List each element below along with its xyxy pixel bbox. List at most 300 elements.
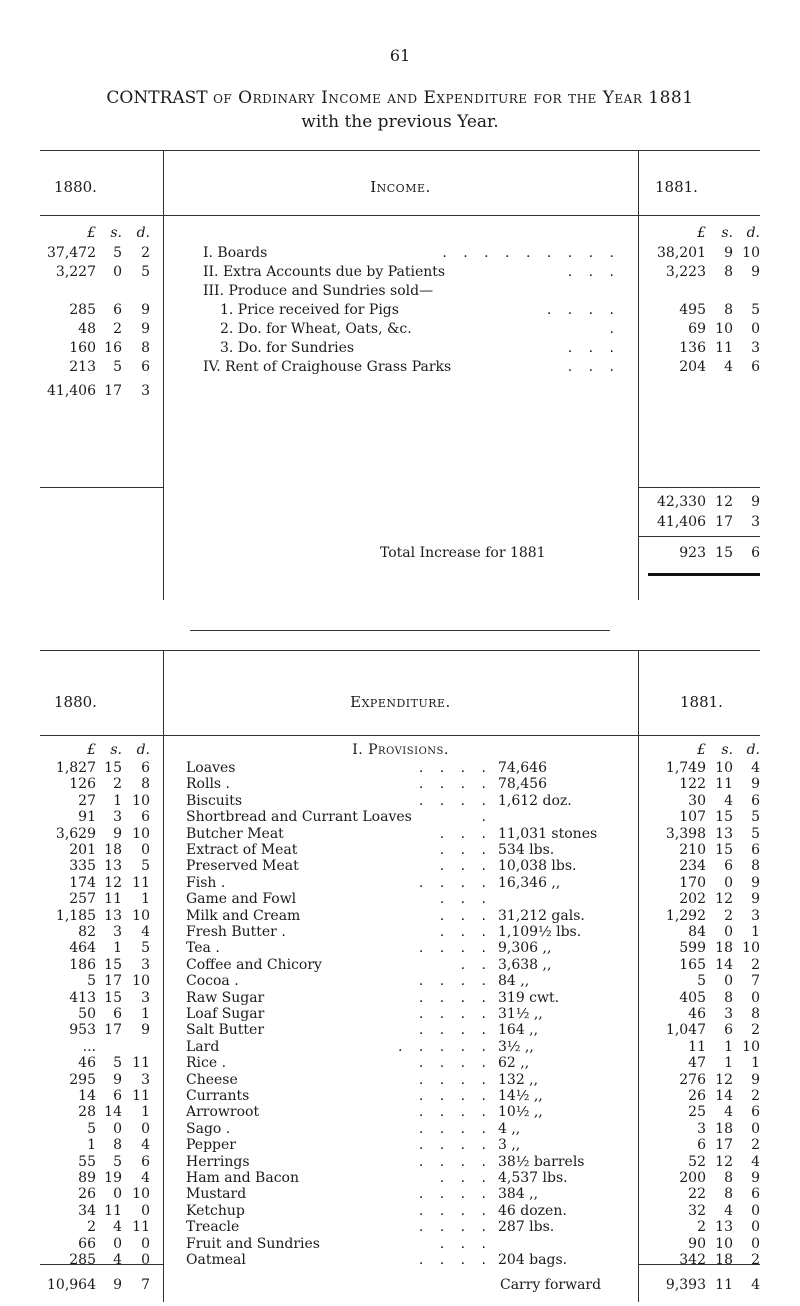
- expenditure-row-31-leader-dots: . . . .: [418, 1252, 492, 1268]
- expenditure-row-25-leader-dots: . . . .: [418, 1154, 492, 1170]
- income-row-7-1880-pounds: 213: [69, 359, 96, 375]
- expenditure-row-3-1880-shillings: 1: [113, 793, 122, 809]
- expenditure-total-1881-shillings: 11: [715, 1277, 733, 1293]
- expenditure-total-1881-pounds: 9,393: [665, 1277, 706, 1293]
- expenditure-row-12-1881-pence: 10: [742, 940, 760, 956]
- expenditure-row-18-1881-pence: 10: [742, 1039, 760, 1055]
- income-row-4-description: 1. Price received for Pigs: [220, 302, 399, 318]
- expenditure-row-13-1880-pounds: 186: [69, 957, 96, 973]
- expenditure-row-12-1881-pounds: 599: [679, 940, 706, 956]
- expenditure-row-17-1881-pounds: 1,047: [665, 1022, 706, 1038]
- expenditure-row-2-leader-dots: . . . .: [418, 776, 492, 792]
- income-row-2-1881-pounds: 3,223: [665, 264, 706, 280]
- expenditure-row-3-1880-pence: 10: [132, 793, 150, 809]
- expenditure-row-5-1880-pence: 10: [132, 826, 150, 842]
- expenditure-row-17-1880-pounds: 953: [69, 1022, 96, 1038]
- income-right-divider: [638, 150, 639, 600]
- expenditure-row-30-1881-shillings: 10: [715, 1236, 733, 1252]
- expenditure-header-1881: 1881.: [680, 693, 723, 711]
- income-total-1881-pounds: 42,330: [657, 494, 706, 510]
- expenditure-row-13-1881-shillings: 14: [715, 957, 733, 973]
- income-right-sum-rule: [638, 487, 760, 488]
- expenditure-row-8-1880-pence: 11: [132, 875, 150, 891]
- separator-rule: [190, 630, 610, 631]
- income-row-2-1880-pence: 5: [141, 264, 150, 280]
- expenditure-row-1-1881-pounds: 1,749: [665, 760, 706, 776]
- expenditure-row-8-leader-dots: . . . .: [418, 875, 492, 891]
- expenditure-row-16-leader-dots: . . . .: [418, 1006, 492, 1022]
- expenditure-row-19-1880-shillings: 5: [113, 1055, 122, 1071]
- expenditure-row-31-1881-pounds: 342: [679, 1252, 706, 1268]
- expenditure-row-20-1881-pence: 9: [751, 1072, 760, 1088]
- expenditure-row-2-1881-pounds: 122: [679, 776, 706, 792]
- expenditure-row-10-1881-pence: 3: [751, 908, 760, 924]
- income-row-1-1881-shillings: 9: [724, 245, 733, 261]
- expenditure-row-24-1881-pence: 2: [751, 1137, 760, 1153]
- expenditure-unit-r-pounds: £: [697, 742, 706, 758]
- expenditure-row-24-1880-pounds: 1: [87, 1137, 96, 1153]
- expenditure-row-14-1881-pounds: 5: [697, 973, 706, 989]
- title-rest: of Ordinary Income and Expenditure for the Year 1881: [213, 88, 694, 108]
- expenditure-row-18-1881-shillings: 1: [724, 1039, 733, 1055]
- income-increase-shillings: 15: [715, 545, 733, 561]
- expenditure-row-6-quantity: 534 lbs.: [498, 842, 555, 858]
- expenditure-row-5-leader-dots: . . .: [439, 826, 492, 842]
- page-number: 61: [389, 46, 411, 65]
- expenditure-row-17-1881-pence: 2: [751, 1022, 760, 1038]
- income-row-1-1881-pounds: 38,201: [657, 245, 706, 261]
- income-total-1880-repeat-pounds: 41,406: [657, 514, 706, 530]
- expenditure-row-31-1881-shillings: 18: [715, 1252, 733, 1268]
- expenditure-row-1-1881-pence: 4: [751, 760, 760, 776]
- income-row-7-1880-shillings: 5: [113, 359, 122, 375]
- expenditure-row-3-item: Biscuits: [186, 793, 243, 809]
- expenditure-row-19-quantity: 62 ,,: [498, 1055, 530, 1071]
- income-unit-l-shillings: s.: [110, 225, 122, 241]
- expenditure-row-12-leader-dots: . . . .: [418, 940, 492, 956]
- income-row-4-1881-pounds: 495: [679, 302, 706, 318]
- expenditure-row-12-quantity: 9,306 ,,: [498, 940, 552, 956]
- expenditure-row-2-1880-shillings: 2: [113, 776, 122, 792]
- expenditure-row-28-1880-pounds: 34: [78, 1203, 96, 1219]
- expenditure-row-19-leader-dots: . . . .: [418, 1055, 492, 1071]
- expenditure-row-13-quantity: 3,638 ,,: [498, 957, 552, 973]
- expenditure-row-7-1880-pence: 5: [141, 858, 150, 874]
- income-increase-pounds: 923: [679, 545, 706, 561]
- expenditure-row-26-leader-dots: . . .: [439, 1170, 492, 1186]
- income-row-4-leader-dots: . . . .: [546, 302, 620, 318]
- expenditure-row-14-quantity: 84 ,,: [498, 973, 530, 989]
- expenditure-row-31-1880-pence: 0: [141, 1252, 150, 1268]
- expenditure-row-12-1881-shillings: 18: [715, 940, 733, 956]
- expenditure-row-24-1880-shillings: 8: [113, 1137, 122, 1153]
- expenditure-row-28-leader-dots: . . . .: [418, 1203, 492, 1219]
- income-increase-rule: [638, 536, 760, 537]
- expenditure-row-30-leader-dots: . . .: [439, 1236, 492, 1252]
- expenditure-row-3-1881-shillings: 4: [724, 793, 733, 809]
- page-title: [0, 88, 800, 108]
- income-left-sum-rule: [40, 487, 163, 488]
- income-row-1-leader-dots: . . . . . . . . .: [442, 245, 620, 261]
- expenditure-row-22-1881-pounds: 25: [688, 1104, 706, 1120]
- expenditure-row-26-1881-pounds: 200: [679, 1170, 706, 1186]
- expenditure-row-6-item: Extract of Meat: [186, 842, 298, 858]
- expenditure-row-4-1880-pounds: 91: [78, 809, 96, 825]
- expenditure-row-7-quantity: 10,038 lbs.: [498, 858, 577, 874]
- income-left-divider: [163, 150, 164, 600]
- expenditure-row-6-1881-pence: 6: [751, 842, 760, 858]
- expenditure-row-3-1881-pence: 6: [751, 793, 760, 809]
- expenditure-row-17-1880-pence: 9: [141, 1022, 150, 1038]
- expenditure-row-30-1880-pounds: 66: [78, 1236, 96, 1252]
- expenditure-row-28-quantity: 46 dozen.: [498, 1203, 567, 1219]
- expenditure-row-24-quantity: 3 ,,: [498, 1137, 521, 1153]
- expenditure-row-24-1881-pounds: 6: [697, 1137, 706, 1153]
- expenditure-row-22-1881-pence: 6: [751, 1104, 760, 1120]
- expenditure-row-27-quantity: 384 ,,: [498, 1186, 539, 1202]
- income-total-1880-pence: 3: [141, 383, 150, 399]
- income-unit-l-pence: d.: [136, 225, 150, 241]
- income-row-1-description: I. Boards: [203, 245, 268, 261]
- expenditure-row-21-1880-pence: 11: [132, 1088, 150, 1104]
- expenditure-row-30-1881-pounds: 90: [688, 1236, 706, 1252]
- expenditure-row-21-1880-pounds: 14: [78, 1088, 96, 1104]
- income-row-4-1880-pence: 9: [141, 302, 150, 318]
- expenditure-row-15-1880-pounds: 413: [69, 990, 96, 1006]
- income-unit-l-pounds: £: [87, 225, 96, 241]
- expenditure-row-19-1880-pence: 11: [132, 1055, 150, 1071]
- expenditure-unit-l-shillings: s.: [110, 742, 122, 758]
- income-row-7-description: IV. Rent of Craighouse Grass Parks: [203, 359, 452, 375]
- expenditure-row-15-1881-pounds: 405: [679, 990, 706, 1006]
- expenditure-row-26-1880-pounds: 89: [78, 1170, 96, 1186]
- income-total-1881-pence: 9: [751, 494, 760, 510]
- expenditure-row-16-1881-shillings: 3: [724, 1006, 733, 1022]
- expenditure-row-15-1881-pence: 0: [751, 990, 760, 1006]
- income-row-4-1880-pounds: 285: [69, 302, 96, 318]
- income-row-5-1881-pounds: 69: [688, 321, 706, 337]
- income-row-6-1881-pence: 3: [751, 340, 760, 356]
- expenditure-row-21-quantity: 14½ ,,: [498, 1088, 543, 1104]
- expenditure-row-28-1881-pence: 0: [751, 1203, 760, 1219]
- expenditure-row-12-item: Tea .: [186, 940, 220, 956]
- expenditure-row-13-1880-shillings: 15: [104, 957, 122, 973]
- expenditure-header-title: Expenditure.: [350, 693, 451, 711]
- expenditure-row-10-1881-shillings: 2: [724, 908, 733, 924]
- income-row-2-1881-pence: 9: [751, 264, 760, 280]
- expenditure-row-19-1880-pounds: 46: [78, 1055, 96, 1071]
- expenditure-unit-l-pence: d.: [136, 742, 150, 758]
- expenditure-row-1-leader-dots: . . . .: [418, 760, 492, 776]
- income-row-6-1881-shillings: 11: [715, 340, 733, 356]
- income-total-1880-shillings: 17: [104, 383, 122, 399]
- expenditure-row-6-1881-shillings: 15: [715, 842, 733, 858]
- expenditure-row-1-1881-shillings: 10: [715, 760, 733, 776]
- expenditure-row-11-1881-pence: 1: [751, 924, 760, 940]
- expenditure-row-16-1881-pounds: 46: [688, 1006, 706, 1022]
- expenditure-row-4-item: Shortbread and Currant Loaves: [186, 809, 412, 825]
- expenditure-row-28-1881-pounds: 32: [688, 1203, 706, 1219]
- income-header-title: Income.: [370, 178, 431, 196]
- expenditure-row-5-1880-shillings: 9: [113, 826, 122, 842]
- expenditure-row-21-leader-dots: . . . .: [418, 1088, 492, 1104]
- expenditure-row-25-1880-pence: 6: [141, 1154, 150, 1170]
- expenditure-row-11-item: Fresh Butter .: [186, 924, 286, 940]
- expenditure-row-12-1880-pence: 5: [141, 940, 150, 956]
- expenditure-row-11-1880-pence: 4: [141, 924, 150, 940]
- expenditure-row-15-1880-pence: 3: [141, 990, 150, 1006]
- expenditure-row-10-quantity: 31,212 gals.: [498, 908, 585, 924]
- expenditure-left-sum-rule: [40, 1264, 163, 1265]
- expenditure-row-7-1881-shillings: 6: [724, 858, 733, 874]
- expenditure-unit-r-shillings: s.: [721, 742, 733, 758]
- income-row-1-1881-pence: 10: [742, 245, 760, 261]
- expenditure-row-19-1881-pounds: 47: [688, 1055, 706, 1071]
- income-row-5-1880-pounds: 48: [78, 321, 96, 337]
- expenditure-row-2-quantity: 78,456: [498, 776, 547, 792]
- income-header-1881: 1881.: [655, 178, 698, 196]
- income-row-6-leader-dots: . . .: [567, 340, 620, 356]
- expenditure-row-16-1881-pence: 8: [751, 1006, 760, 1022]
- expenditure-row-4-1880-shillings: 3: [113, 809, 122, 825]
- expenditure-row-23-item: Sago .: [186, 1121, 231, 1137]
- expenditure-row-21-1881-pounds: 26: [688, 1088, 706, 1104]
- expenditure-row-31-item: Oatmeal: [186, 1252, 246, 1268]
- income-row-5-description: 2. Do. for Wheat, Oats, &c.: [220, 321, 412, 337]
- expenditure-row-20-quantity: 132 ,,: [498, 1072, 539, 1088]
- income-row-7-1881-pounds: 204: [679, 359, 706, 375]
- expenditure-row-14-1880-shillings: 17: [104, 973, 122, 989]
- expenditure-row-26-item: Ham and Bacon: [186, 1170, 299, 1186]
- income-final-rule: [648, 573, 760, 576]
- expenditure-row-7-1880-shillings: 13: [104, 858, 122, 874]
- expenditure-row-1-quantity: 74,646: [498, 760, 547, 776]
- expenditure-row-7-1881-pence: 8: [751, 858, 760, 874]
- expenditure-row-6-1880-shillings: 18: [104, 842, 122, 858]
- expenditure-row-23-1880-shillings: 0: [113, 1121, 122, 1137]
- expenditure-row-7-1880-pounds: 335: [69, 858, 96, 874]
- income-row-5-1881-pence: 0: [751, 321, 760, 337]
- expenditure-row-29-item: Treacle: [186, 1219, 240, 1235]
- expenditure-row-13-item: Coffee and Chicory: [186, 957, 322, 973]
- expenditure-row-3-1881-pounds: 30: [688, 793, 706, 809]
- expenditure-row-4-1880-pence: 6: [141, 809, 150, 825]
- expenditure-row-18-leader-dots: . . . . .: [397, 1039, 492, 1055]
- income-row-2-description: II. Extra Accounts due by Patients: [203, 264, 446, 280]
- income-row-2-1880-shillings: 0: [113, 264, 122, 280]
- expenditure-row-7-leader-dots: . . .: [439, 858, 492, 874]
- expenditure-row-26-1880-shillings: 19: [104, 1170, 122, 1186]
- title-lead: CONTRAST: [106, 88, 208, 108]
- expenditure-row-27-1881-pence: 6: [751, 1186, 760, 1202]
- expenditure-row-23-1881-pounds: 3: [697, 1121, 706, 1137]
- expenditure-row-26-1881-shillings: 8: [724, 1170, 733, 1186]
- expenditure-row-18-item: Lard: [186, 1039, 220, 1055]
- expenditure-row-22-1881-shillings: 4: [724, 1104, 733, 1120]
- income-row-4-1880-shillings: 6: [113, 302, 122, 318]
- expenditure-row-29-1880-pence: 11: [132, 1219, 150, 1235]
- expenditure-row-31-quantity: 204 bags.: [498, 1252, 568, 1268]
- expenditure-row-12-1880-shillings: 1: [113, 940, 122, 956]
- expenditure-row-9-1880-shillings: 11: [104, 891, 122, 907]
- expenditure-row-8-1881-pence: 9: [751, 875, 760, 891]
- provisions-section-title: I. Provisions.: [352, 742, 449, 758]
- expenditure-row-8-1881-pounds: 170: [679, 875, 706, 891]
- expenditure-row-4-1881-pounds: 107: [679, 809, 706, 825]
- expenditure-row-18-quantity: 3½ ,,: [498, 1039, 534, 1055]
- expenditure-row-25-item: Herrings: [186, 1154, 250, 1170]
- expenditure-row-4-leader-dots: .: [481, 809, 492, 825]
- expenditure-row-23-1881-pence: 0: [751, 1121, 760, 1137]
- income-row-5-1880-pence: 9: [141, 321, 150, 337]
- expenditure-row-22-1880-pounds: 28: [78, 1104, 96, 1120]
- expenditure-row-14-1880-pence: 10: [132, 973, 150, 989]
- expenditure-row-16-item: Loaf Sugar: [186, 1006, 265, 1022]
- expenditure-total-1880-shillings: 9: [113, 1277, 122, 1293]
- expenditure-row-9-1881-pence: 9: [751, 891, 760, 907]
- expenditure-row-5-1881-pence: 5: [751, 826, 760, 842]
- expenditure-row-9-1881-pounds: 202: [679, 891, 706, 907]
- expenditure-row-16-quantity: 31½ ,,: [498, 1006, 543, 1022]
- income-row-2-leader-dots: . . .: [567, 264, 620, 280]
- expenditure-row-5-1880-pounds: 3,629: [55, 826, 96, 842]
- expenditure-row-3-1880-pounds: 27: [78, 793, 96, 809]
- expenditure-row-22-quantity: 10½ ,,: [498, 1104, 543, 1120]
- income-row-1-1880-pence: 2: [141, 245, 150, 261]
- income-row-6-description: 3. Do. for Sundries: [220, 340, 355, 356]
- expenditure-total-1880-pounds: 10,964: [47, 1277, 96, 1293]
- income-row-3-description: III. Produce and Sundries sold—: [203, 283, 434, 299]
- expenditure-row-5-item: Butcher Meat: [186, 826, 284, 842]
- expenditure-row-8-1880-shillings: 12: [104, 875, 122, 891]
- expenditure-row-20-leader-dots: . . . .: [418, 1072, 492, 1088]
- expenditure-row-1-item: Loaves: [186, 760, 236, 776]
- expenditure-row-14-1881-pence: 7: [751, 973, 760, 989]
- expenditure-row-17-1881-shillings: 6: [724, 1022, 733, 1038]
- expenditure-row-27-1880-pence: 10: [132, 1186, 150, 1202]
- expenditure-row-30-1881-pence: 0: [751, 1236, 760, 1252]
- income-increase-label: Total Increase for 1881: [380, 545, 546, 561]
- expenditure-row-9-1881-shillings: 12: [715, 891, 733, 907]
- expenditure-row-11-1880-pounds: 82: [78, 924, 96, 940]
- expenditure-row-20-item: Cheese: [186, 1072, 238, 1088]
- expenditure-row-28-1880-pence: 0: [141, 1203, 150, 1219]
- expenditure-row-13-leader-dots: . .: [460, 957, 492, 973]
- income-header-1880: 1880.: [54, 178, 97, 196]
- expenditure-row-24-item: Pepper: [186, 1137, 236, 1153]
- expenditure-row-4-1881-shillings: 15: [715, 809, 733, 825]
- income-row-6-1880-pence: 8: [141, 340, 150, 356]
- expenditure-row-27-1881-pounds: 22: [688, 1186, 706, 1202]
- expenditure-row-25-quantity: 38½ barrels: [498, 1154, 585, 1170]
- expenditure-row-31-1880-pounds: 285: [69, 1252, 96, 1268]
- income-row-6-1880-pounds: 160: [69, 340, 96, 356]
- expenditure-row-23-leader-dots: . . . .: [418, 1121, 492, 1137]
- income-total-1880-repeat-pence: 3: [751, 514, 760, 530]
- expenditure-row-22-1880-shillings: 14: [104, 1104, 122, 1120]
- expenditure-unit-l-pounds: £: [87, 742, 96, 758]
- expenditure-row-30-item: Fruit and Sundries: [186, 1236, 320, 1252]
- expenditure-row-10-item: Milk and Cream: [186, 908, 301, 924]
- income-top-rule: [40, 150, 760, 151]
- income-row-2-1881-shillings: 8: [724, 264, 733, 280]
- carry-forward-label: Carry forward: [500, 1277, 602, 1293]
- expenditure-row-17-quantity: 164 ,,: [498, 1022, 539, 1038]
- expenditure-right-sum-rule: [638, 1264, 760, 1265]
- expenditure-row-2-1881-pence: 9: [751, 776, 760, 792]
- expenditure-unit-r-pence: d.: [746, 742, 760, 758]
- expenditure-row-27-item: Mustard: [186, 1186, 247, 1202]
- income-row-4-1881-pence: 5: [751, 302, 760, 318]
- expenditure-row-1-1880-pounds: 1,827: [55, 760, 96, 776]
- expenditure-row-5-1881-pounds: 3,398: [665, 826, 706, 842]
- expenditure-row-20-1881-pounds: 276: [679, 1072, 706, 1088]
- expenditure-row-20-1880-shillings: 9: [113, 1072, 122, 1088]
- expenditure-row-16-1880-pounds: 50: [78, 1006, 96, 1022]
- income-total-1880-pounds: 41,406: [47, 383, 96, 399]
- income-row-7-1880-pence: 6: [141, 359, 150, 375]
- income-row-5-leader-dots: .: [609, 321, 620, 337]
- expenditure-row-20-1880-pounds: 295: [69, 1072, 96, 1088]
- expenditure-row-30-1880-pence: 0: [141, 1236, 150, 1252]
- income-unit-r-pence: d.: [746, 225, 760, 241]
- expenditure-row-14-1881-shillings: 0: [724, 973, 733, 989]
- expenditure-row-10-1880-pence: 10: [132, 908, 150, 924]
- expenditure-row-24-leader-dots: . . . .: [418, 1137, 492, 1153]
- expenditure-row-15-1881-shillings: 8: [724, 990, 733, 1006]
- expenditure-row-7-1881-pounds: 234: [679, 858, 706, 874]
- expenditure-row-2-1880-pence: 8: [141, 776, 150, 792]
- expenditure-row-12-1880-pounds: 464: [69, 940, 96, 956]
- expenditure-row-11-1880-shillings: 3: [113, 924, 122, 940]
- expenditure-row-21-1880-shillings: 6: [113, 1088, 122, 1104]
- income-row-6-1881-pounds: 136: [679, 340, 706, 356]
- expenditure-row-23-quantity: 4 ,,: [498, 1121, 521, 1137]
- expenditure-row-7-item: Preserved Meat: [186, 858, 299, 874]
- expenditure-row-29-1881-shillings: 13: [715, 1219, 733, 1235]
- expenditure-row-17-1880-shillings: 17: [104, 1022, 122, 1038]
- expenditure-row-22-leader-dots: . . . .: [418, 1104, 492, 1120]
- expenditure-row-28-1881-shillings: 4: [724, 1203, 733, 1219]
- expenditure-row-10-leader-dots: . . .: [439, 908, 492, 924]
- expenditure-row-20-1880-pence: 3: [141, 1072, 150, 1088]
- expenditure-row-2-1880-pounds: 126: [69, 776, 96, 792]
- expenditure-row-19-1881-pence: 1: [751, 1055, 760, 1071]
- expenditure-row-14-item: Cocoa .: [186, 973, 239, 989]
- expenditure-row-29-1880-pounds: 2: [87, 1219, 96, 1235]
- expenditure-row-27-leader-dots: . . . .: [418, 1186, 492, 1202]
- expenditure-row-17-leader-dots: . . . .: [418, 1022, 492, 1038]
- expenditure-header-rule: [40, 735, 760, 736]
- expenditure-total-1880-pence: 7: [141, 1277, 150, 1293]
- expenditure-row-1-1880-pence: 6: [141, 760, 150, 776]
- income-row-1-1880-shillings: 5: [113, 245, 122, 261]
- expenditure-total-1881-pence: 4: [751, 1277, 760, 1293]
- income-row-7-1881-shillings: 4: [724, 359, 733, 375]
- expenditure-row-15-1880-shillings: 15: [104, 990, 122, 1006]
- expenditure-row-3-leader-dots: . . . .: [418, 793, 492, 809]
- income-unit-r-shillings: s.: [721, 225, 733, 241]
- expenditure-row-27-1880-pounds: 26: [78, 1186, 96, 1202]
- expenditure-header-1880: 1880.: [54, 693, 97, 711]
- expenditure-row-6-1881-pounds: 210: [679, 842, 706, 858]
- expenditure-row-9-1880-pence: 1: [141, 891, 150, 907]
- expenditure-row-8-quantity: 16,346 ,,: [498, 875, 561, 891]
- expenditure-row-27-1881-shillings: 8: [724, 1186, 733, 1202]
- expenditure-row-13-1880-pence: 3: [141, 957, 150, 973]
- expenditure-row-29-1880-shillings: 4: [113, 1219, 122, 1235]
- expenditure-row-16-1880-shillings: 6: [113, 1006, 122, 1022]
